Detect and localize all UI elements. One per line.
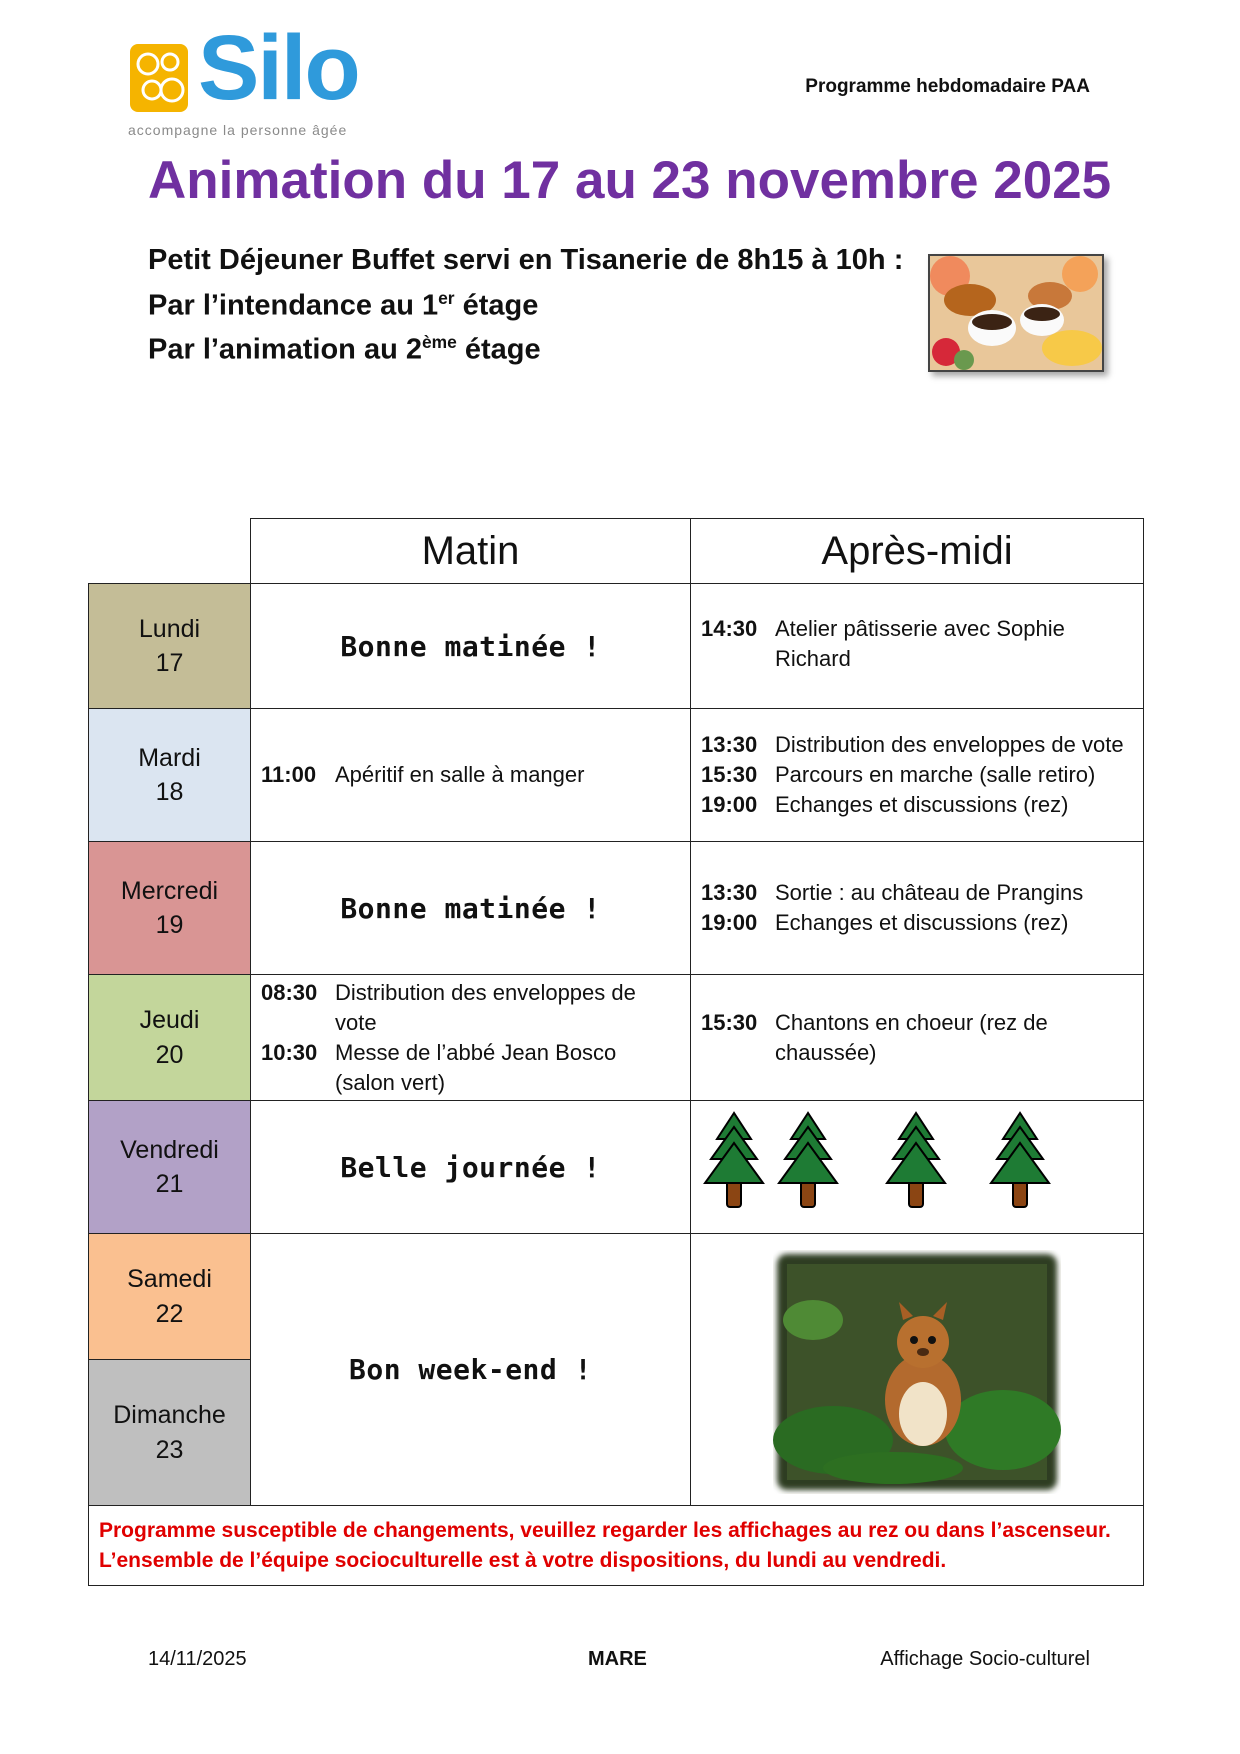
notice-line-2: L’ensemble de l’équipe socioculturelle est à votre dispositions, du lundi au vendredi. — [99, 1548, 947, 1572]
event-time: 19:00 — [701, 910, 758, 935]
breakfast-photo — [928, 254, 1104, 372]
event-description: Distribution des enveloppes de vote — [335, 979, 636, 1035]
day-number: 21 — [155, 1170, 184, 1198]
afternoon-mardi — [690, 708, 1144, 842]
day-name: Vendredi — [120, 1135, 219, 1164]
event-time: 11:00 — [261, 762, 317, 787]
event-row — [701, 908, 1133, 938]
weekend-afternoon — [690, 1233, 1144, 1506]
squirrel-photo-icon — [773, 1250, 1061, 1494]
event-time: 13:30 — [701, 732, 758, 757]
breakfast-line-2: Par l’intendance au 1er étage — [148, 288, 539, 322]
afternoon-mercredi — [690, 841, 1144, 975]
event-description: Messe de l’abbé Jean Bosco (salon vert) — [335, 1039, 617, 1095]
logo-tagline: accompagne la personne âgée — [128, 122, 348, 138]
event-row — [261, 978, 680, 1038]
event-description: Atelier pâtisserie avec Sophie Richard — [775, 616, 1065, 671]
event-row — [701, 878, 1133, 908]
footer-date: 14/11/2025 — [148, 1648, 247, 1670]
day-cell-vendredi — [88, 1100, 251, 1234]
event-description: Distribution des enveloppes de vote — [775, 732, 1124, 757]
day-name: Jeudi — [139, 1006, 200, 1034]
event-description: Echanges et discussions (rez) — [775, 910, 1069, 935]
event-description: Apéritif en salle à manger — [335, 762, 585, 787]
afternoon-lundi — [690, 583, 1144, 709]
day-name: Mardi — [138, 743, 201, 772]
event-description: Echanges et discussions (rez) — [775, 792, 1069, 817]
day-cell-jeudi — [88, 974, 251, 1101]
day-cell-mercredi — [88, 841, 251, 975]
day-cell-lundi — [88, 583, 251, 709]
day-cell-samedi — [88, 1233, 251, 1360]
morning-lundi: Bonne matinée ! — [250, 583, 691, 709]
event-row — [701, 760, 1133, 790]
silo-logo — [128, 17, 378, 142]
event-time: 15:30 — [701, 762, 758, 787]
notice-box — [88, 1505, 1144, 1586]
day-name: Mercredi — [120, 876, 219, 905]
logo-wordmark: Silo — [198, 17, 359, 119]
event-row — [701, 790, 1133, 820]
morning-mercredi: Bonne matinée ! — [250, 841, 691, 975]
notice-line-1: Programme susceptible de changements, veuillez regarder les affichages au rez ou dans l’ascenseur. — [99, 1518, 1111, 1542]
program-label: Programme hebdomadaire PAA — [805, 76, 1090, 97]
event-time: 08:30 — [261, 979, 318, 1005]
event-time: 14:30 — [701, 616, 758, 641]
breakfast-line-1: Petit Déjeuner Buffet servi en Tisanerie de 8h15 à 10h : — [148, 244, 904, 276]
footer-right-label: Affichage Socio-culturel — [880, 1648, 1090, 1670]
day-number: 19 — [155, 911, 184, 939]
morning-mardi — [250, 708, 691, 842]
column-header-morning: Matin — [250, 518, 691, 584]
breakfast-line-3: Par l’animation au 2ème étage — [148, 332, 541, 366]
logo-circles-icon — [128, 40, 190, 114]
day-number: 22 — [155, 1299, 184, 1328]
event-row — [261, 760, 680, 790]
afternoon-jeudi — [690, 974, 1144, 1101]
event-time: 13:30 — [701, 880, 758, 905]
event-time: 15:30 — [701, 1009, 758, 1035]
day-number: 20 — [155, 1040, 184, 1069]
day-cell-mardi — [88, 708, 251, 842]
event-time: 10:30 — [261, 1039, 318, 1065]
event-row — [701, 1008, 1133, 1068]
fir-trees-icon — [691, 1101, 1143, 1233]
event-description: Sortie : au château de Prangins — [775, 880, 1084, 905]
day-number: 18 — [155, 778, 184, 806]
breakfast-image-icon — [930, 256, 1102, 370]
afternoon-vendredi — [690, 1100, 1144, 1234]
column-header-afternoon: Après-midi — [690, 518, 1144, 584]
day-name: Lundi — [138, 614, 201, 643]
event-description: Chantons en choeur (rez de chaussée) — [775, 1009, 1048, 1065]
event-row — [701, 614, 1133, 674]
schedule-table — [88, 518, 1144, 1586]
day-cell-dimanche — [88, 1359, 251, 1506]
day-number: 23 — [155, 1435, 184, 1464]
event-row — [261, 1038, 680, 1098]
morning-jeudi — [250, 974, 691, 1101]
event-time: 19:00 — [701, 792, 758, 817]
day-name: Samedi — [127, 1265, 212, 1293]
weekend-message: Bon week-end ! — [250, 1233, 691, 1506]
morning-vendredi: Belle journée ! — [250, 1100, 691, 1234]
day-number: 17 — [155, 649, 184, 677]
event-row — [701, 730, 1133, 760]
event-description: Parcours en marche (salle retiro) — [775, 762, 1096, 787]
day-name: Dimanche — [113, 1401, 226, 1429]
page-title: Animation du 17 au 23 novembre 2025 — [148, 151, 1112, 210]
footer-center-label: MARE — [588, 1648, 647, 1670]
